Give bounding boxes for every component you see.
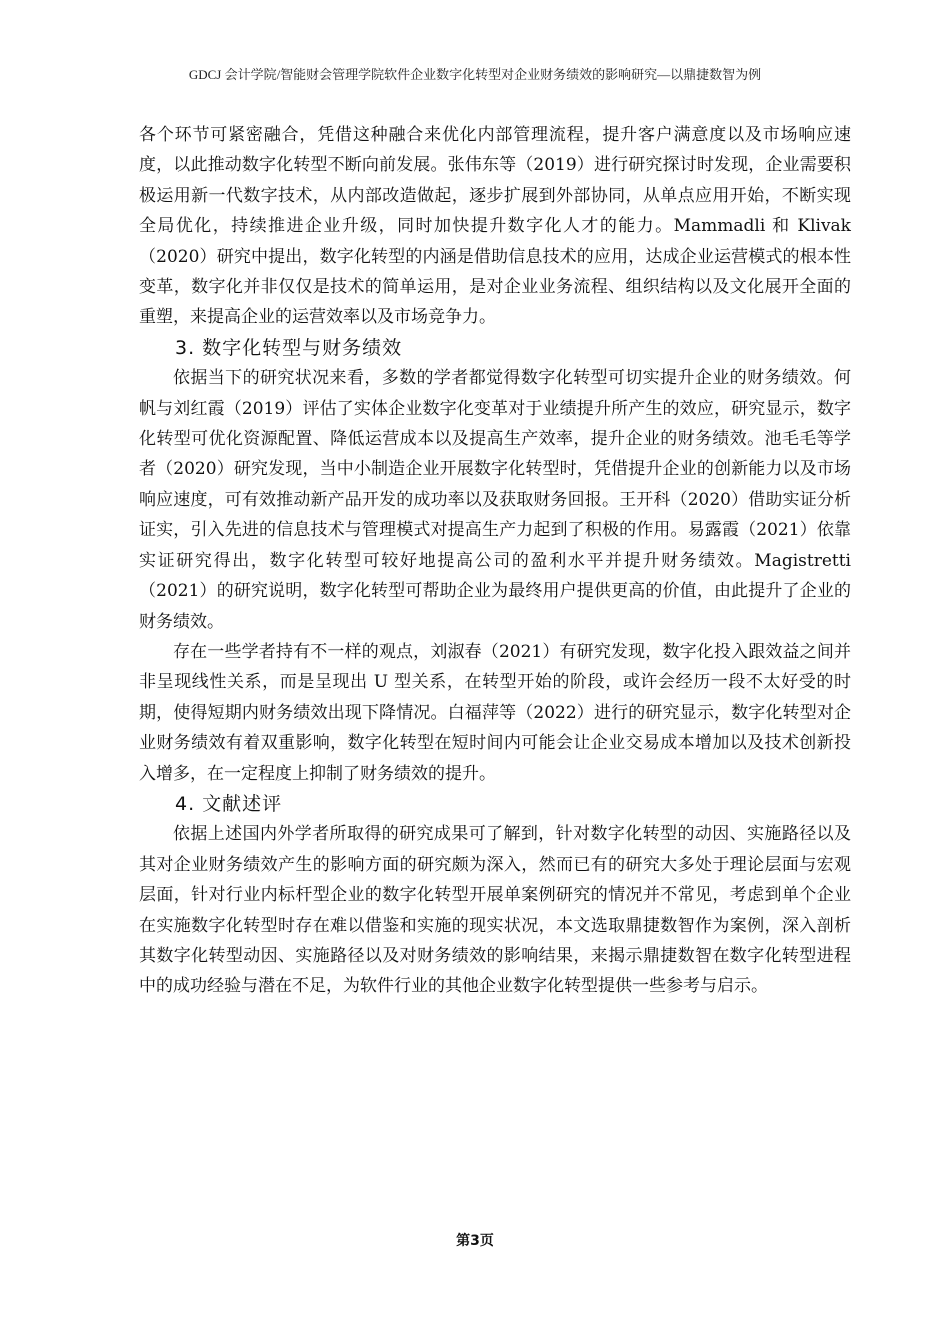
paragraph-continued: 各个环节可紧密融合，凭借这种融合来优化内部管理流程，提升客户满意度以及市场响应速度，以此推动数字化转型不断向前发展。张伟东等（2019）进行研究探讨时发现，企业需要积极运用新一代数字技术，从内部改造做起，逐步扩展到外部协同，从单点应用开始，不断实现全局优化，持续推进企业升级，同时加快提升数字化人才的能力。Mammadli 和 Klivak（2020）研究中提出，数字化转型的内涵是借助信息技术的应用，达成企业运营模式的根本性变革，数字化并非仅仅是技术的简单运用，是对企业业务流程、组织结构以及文化展开全面的重塑，来提高企业的运营效率以及市场竞争力。 xyxy=(139,125,851,328)
paragraph-financial-performance: 依据当下的研究状况来看，多数的学者都觉得数字化转型可切实提升企业的财务绩效。何帆与刘红霞（2019）评估了实体企业数字化变革对于业绩提升所产生的效应，研究显示，数字化转型可优化资源配置、降低运营成本以及提高生产效率，提升企业的财务绩效。池毛毛等学者（2020）研究发现，当中小制造企业开展数字化转型时，凭借提升企业的创新能力以及市场响应速度，可有效推动新产品开发的成功率以及获取财务回报。王开科（2020）借助实证分析证实，引入先进的信息技术与管理模式对提高生产力起到了积极的作用。易露霞（2021）依靠实证研究得出，数字化转型可较好地提高公司的盈利水平并提升财务绩效。Magistretti（2021）的研究说明，数字化转型可帮助企业为最终用户提供更高的价值，由此提升了企业的财务绩效。 xyxy=(139,368,851,632)
section-heading-3: 3. 数字化转型与财务绩效 xyxy=(175,336,403,359)
section-heading-4: 4. 文献述评 xyxy=(175,792,283,815)
paragraph-literature-review: 依据上述国内外学者所取得的研究成果可了解到，针对数字化转型的动因、实施路径以及其对企业财务绩效产生的影响方面的研究颇为深入，然而已有的研究大多处于理论层面与宏观层面，针对行业内标杆型企业的数字化转型开展单案例研究的情况并不常见，考虑到单个企业在实施数字化转型时存在难以借鉴和实施的现实状况，本文选取鼎捷数智作为案例，深入剖析其数字化转型动因、实施路径以及对财务绩效的影响结果，来揭示鼎捷数智在数字化转型进程中的成功经验与潜在不足，为软件行业的其他企业数字化转型提供一些参考与启示。 xyxy=(139,824,851,997)
paragraph-opposing-views: 存在一些学者持有不一样的观点，刘淑春（2021）有研究发现，数字化投入跟效益之间并非呈现线性关系，而是呈现出 U 型关系，在转型开始的阶段，或许会经历一段不太好受的时期，使得短期内财务绩效出现下降情况。白福萍等（2022）进行的研究显示，数字化转型对企业财务绩效有着双重影响，数字化转型在短时间内可能会让企业交易成本增加以及技术创新投入增多，在一定程度上抑制了财务绩效的提升。 xyxy=(139,641,851,784)
page-body xyxy=(139,120,851,1002)
running-header: GDCJ 会计学院/智能财会管理学院软件企业数字化转型对企业财务绩效的影响研究—以鼎捷数智为例 xyxy=(188,67,762,82)
page-number: 第3页 xyxy=(456,1233,494,1249)
